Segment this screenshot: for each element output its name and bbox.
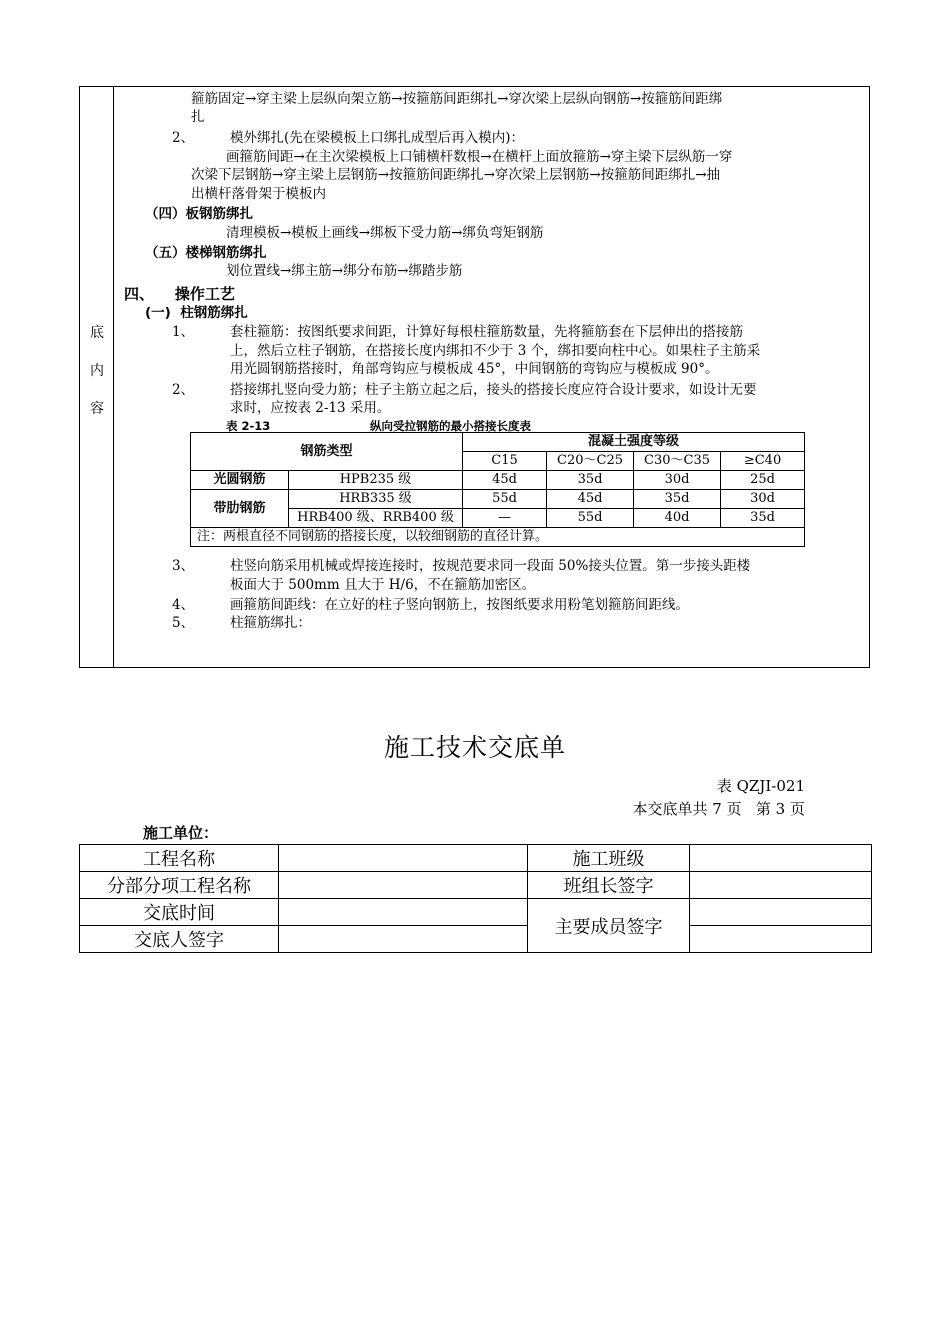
- sub-project-label: 分部分项工程名称: [80, 872, 279, 899]
- value-cell: 45d: [547, 490, 634, 509]
- team-label: 施工班级: [528, 845, 690, 872]
- rebar-grade: HRB335 级: [289, 490, 463, 509]
- text-line: 柱竖向筋采用机械或焊接连接时，按规范要求同一段面 50%接头位置。第一步接头距楼: [230, 558, 751, 574]
- handover-time-label: 交底时间: [80, 899, 279, 926]
- table-note: 注：两根直径不同钢筋的搭接长度，以较细钢筋的直径计算。: [191, 528, 805, 547]
- grade-cell: C20～C25: [547, 452, 634, 471]
- header-concrete-grade: 混凝土强度等级: [463, 433, 805, 452]
- project-name-field[interactable]: [279, 845, 528, 872]
- leader-sign-field[interactable]: [690, 872, 872, 899]
- item-number: 1、: [172, 324, 195, 340]
- page-count: 本交底单共 7 页 第 3 页: [632, 800, 805, 818]
- heading-stair-rebar: （五）楼梯钢筋绑扎: [145, 245, 267, 261]
- grade-cell: C30～C35: [634, 452, 721, 471]
- sub-project-field[interactable]: [279, 872, 528, 899]
- leader-sign-label: 班组长签字: [528, 872, 690, 899]
- side-label-1: 底: [90, 325, 104, 341]
- value-cell: 55d: [463, 490, 547, 509]
- text-line: 套柱箍筋：按图纸要求间距，计算好每根柱箍筋数量，先将箍筋套在下层伸出的搭接筋: [230, 324, 743, 340]
- construction-unit-label: 施工单位：: [143, 824, 219, 842]
- text-line: 画箍筋间距→在主次梁模板上口铺横杆数根→在横杆上面放箍筋→穿主梁下层纵筋一穿: [226, 149, 733, 165]
- text-line: 搭接绑扎竖向受力筋；柱子主筋立起之后，接头的搭接长度应符合设计要求，如设计无要: [230, 382, 757, 398]
- rebar-grade: HRB400 级、RRB400 级: [289, 509, 463, 528]
- members-sign-field-2[interactable]: [690, 926, 872, 953]
- text-line: 扎: [191, 109, 205, 125]
- project-name-label: 工程名称: [80, 845, 279, 872]
- signer-field[interactable]: [279, 926, 528, 953]
- text-line: 出横杆落骨架于模板内: [191, 186, 326, 202]
- text-line: 求时，应按表 2-13 采用。: [230, 400, 391, 416]
- lap-length-table: [190, 432, 805, 547]
- item-number: 4、: [172, 597, 195, 613]
- subsection-heading: (一) 柱钢筋绑扎: [145, 305, 248, 321]
- value-cell: 40d: [634, 509, 721, 528]
- text-line: 模外绑扎(先在梁模板上口绑扎成型后再入模内)：: [230, 130, 525, 146]
- item-number: 5、: [172, 615, 195, 631]
- form-code: 表 QZJI-021: [716, 777, 805, 795]
- value-cell: 45d: [463, 471, 547, 490]
- team-field[interactable]: [690, 845, 872, 872]
- text-line: 次梁下层钢筋→穿主梁上层钢筋→按箍筋间距绑扎→穿次梁上层钢筋→按箍筋间距绑扎→抽: [191, 167, 721, 183]
- text-line: 用光圆钢筋搭接时，角部弯钩应与模板成 45°，中间钢筋的弯钩应与模板成 90°。: [230, 361, 719, 377]
- members-sign-field[interactable]: [690, 899, 872, 926]
- item-number: 2、: [172, 130, 195, 146]
- frame-divider: [113, 86, 114, 668]
- section-heading: 四、 操作工艺: [124, 285, 235, 303]
- members-sign-label: 主要成员签字: [528, 899, 690, 953]
- form-title: 施工技术交底单: [383, 733, 566, 762]
- value-cell: 55d: [547, 509, 634, 528]
- heading-slab-rebar: （四）板钢筋绑扎: [145, 206, 253, 222]
- table-caption-number: 表 2-13: [226, 419, 271, 433]
- handover-time-field[interactable]: [279, 899, 528, 926]
- side-label-3: 容: [90, 401, 104, 417]
- value-cell: 25d: [721, 471, 805, 490]
- rebar-grade: HPB235 级: [289, 471, 463, 490]
- header-rebar-type: 钢筋类型: [191, 433, 463, 471]
- text-line: 柱箍筋绑扎：: [230, 615, 311, 631]
- text-line: 画箍筋间距线：在立好的柱子竖向钢筋上，按图纸要求用粉笔划箍筋间距线。: [230, 597, 689, 613]
- signer-label: 交底人签字: [80, 926, 279, 953]
- text-line: 划位置线→绑主筋→绑分布筋→绑踏步筋: [226, 263, 463, 279]
- value-cell: 35d: [721, 509, 805, 528]
- value-cell: 35d: [634, 490, 721, 509]
- ribbed-rebar-label: 带肋钢筋: [191, 490, 289, 528]
- text-line: 板面大于 500mm 且大于 H/6，不在箍筋加密区。: [230, 577, 536, 593]
- value-cell: 35d: [547, 471, 634, 490]
- item-number: 2、: [172, 382, 195, 398]
- text-line: 上，然后立柱子钢筋，在搭接长度内绑扣不少于 3 个，绑扣要向柱中心。如果柱子主筋采: [230, 343, 761, 359]
- text-line: 清理模板→模板上画线→绑板下受力筋→绑负弯矩钢筋: [226, 225, 544, 241]
- table-caption-title: 纵向受拉钢筋的最小搭接长度表: [370, 419, 531, 433]
- item-number: 3、: [172, 558, 195, 574]
- plain-rebar-label: 光圆钢筋: [191, 471, 289, 490]
- value-cell: 30d: [721, 490, 805, 509]
- text-line: 箍筋固定→穿主梁上层纵向架立筋→按箍筋间距绑扎→穿次梁上层纵向钢筋→按箍筋间距绑: [191, 91, 723, 107]
- side-label-2: 内: [90, 363, 104, 379]
- value-cell: 30d: [634, 471, 721, 490]
- handover-info-table: [79, 844, 872, 953]
- grade-cell: ≥C40: [721, 452, 805, 471]
- grade-cell: C15: [463, 452, 547, 471]
- value-cell: —: [463, 509, 547, 528]
